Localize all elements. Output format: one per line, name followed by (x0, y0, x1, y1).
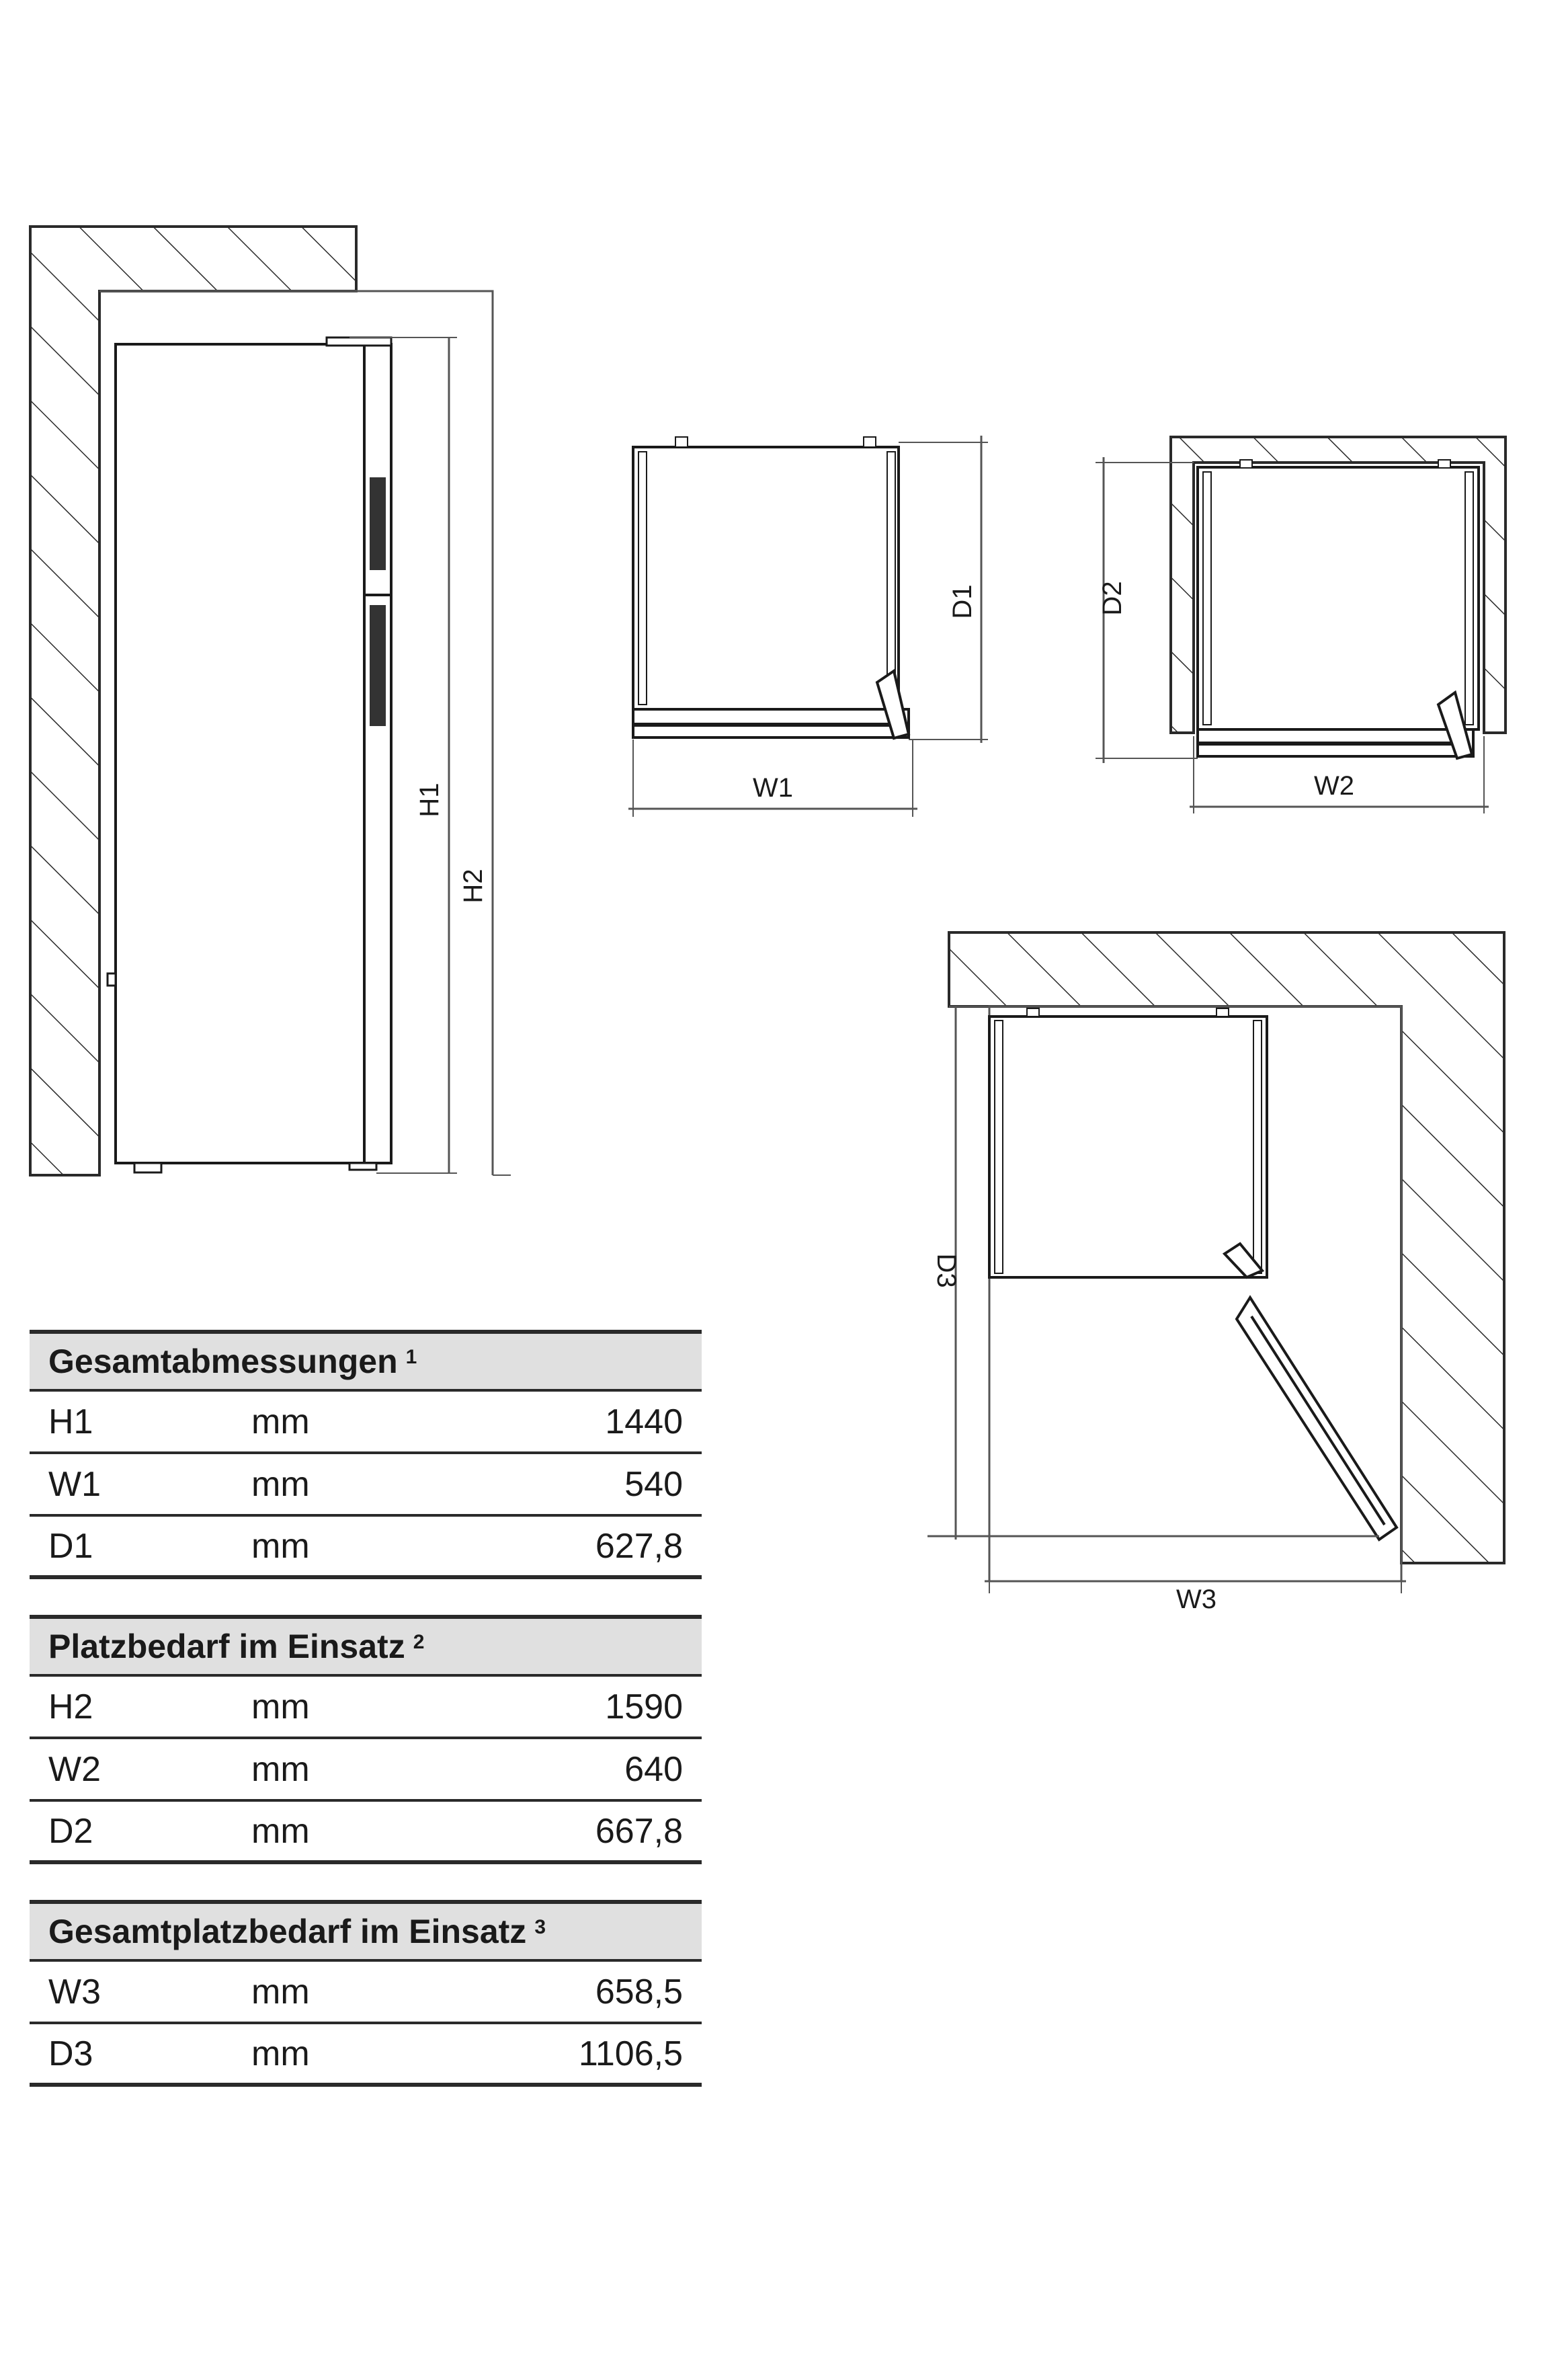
dimension-key: W2 (48, 1749, 101, 1789)
top-view-w2-d2 (1096, 437, 1505, 813)
dimension-unit: mm (251, 1526, 310, 1566)
table-gesamtabmessungen (30, 1330, 702, 1579)
dimension-value: 1106,5 (578, 2034, 683, 2073)
table-row (30, 1677, 702, 1739)
dimension-unit: mm (251, 2034, 310, 2073)
fridge-body-top (633, 447, 899, 709)
table-row (30, 2024, 702, 2087)
w3-label: W3 (1176, 1585, 1216, 1614)
dimension-key: H2 (48, 1687, 93, 1726)
table-gesamtplatzbedarf (30, 1900, 702, 2087)
dimension-key: W1 (48, 1464, 101, 1504)
table-row (30, 1802, 702, 1864)
lower-handle (370, 605, 386, 726)
top-view-w1-d1 (628, 436, 988, 817)
dimension-value: 1440 (605, 1402, 683, 1441)
dimension-unit: mm (251, 1972, 310, 2011)
dimension-unit: mm (251, 1464, 310, 1504)
h2-label: H2 (458, 869, 488, 904)
table-row (30, 1962, 702, 2024)
footnote-marker: 3 (534, 1916, 546, 1938)
dimension-value: 640 (624, 1749, 683, 1789)
w1-label: W1 (753, 773, 793, 803)
dimension-value: 627,8 (595, 1526, 683, 1566)
table-row (30, 1392, 702, 1454)
dimension-key: D2 (48, 1811, 93, 1851)
dimension-value: 1590 (605, 1687, 683, 1726)
fridge-body-niche (1198, 467, 1479, 729)
fridge-body-open (989, 1016, 1267, 1277)
footnote-marker: 2 (413, 1631, 425, 1653)
dimension-key: D1 (48, 1526, 93, 1566)
door-open (1225, 1244, 1397, 1540)
footnote-marker: 1 (405, 1346, 417, 1368)
upper-handle (370, 477, 386, 570)
dimension-value: 540 (624, 1464, 683, 1504)
dimension-unit: mm (251, 1811, 310, 1851)
dimension-value: 667,8 (595, 1811, 683, 1851)
table-row (30, 1517, 702, 1579)
h1-label: H1 (415, 783, 444, 817)
d3-label: D3 (932, 1253, 961, 1288)
fridge-door-side (364, 344, 391, 1163)
dimension-unit: mm (251, 1749, 310, 1789)
side-view (30, 227, 511, 1175)
dimension-key: D3 (48, 2034, 93, 2073)
top-view-w3-d3 (927, 932, 1504, 1614)
table-platzbedarf (30, 1615, 702, 1864)
table-title: Platzbedarf im Einsatz (48, 1628, 405, 1665)
d1-label: D1 (948, 584, 977, 619)
table-header (30, 1330, 702, 1392)
dimension-unit: mm (251, 1687, 310, 1726)
d2-label: D2 (1098, 581, 1127, 616)
fridge-body-side (116, 344, 364, 1163)
table-title: Gesamtabmessungen (48, 1343, 398, 1380)
table-row (30, 1454, 702, 1517)
dimension-key: H1 (48, 1402, 93, 1441)
table-header (30, 1615, 702, 1677)
dimension-value: 658,5 (595, 1972, 683, 2011)
dimension-key: W3 (48, 1972, 101, 2011)
w2-label: W2 (1314, 771, 1354, 801)
dimension-unit: mm (251, 1402, 310, 1441)
table-row (30, 1739, 702, 1802)
table-header (30, 1900, 702, 1962)
table-title: Gesamtplatzbedarf im Einsatz (48, 1913, 527, 1950)
